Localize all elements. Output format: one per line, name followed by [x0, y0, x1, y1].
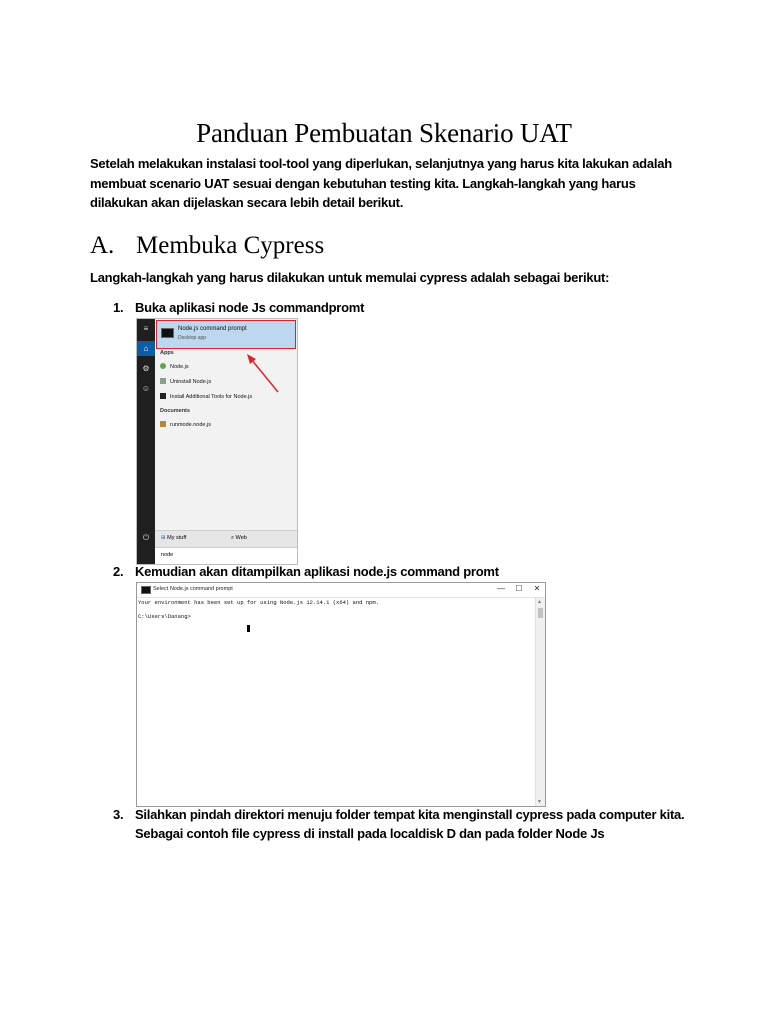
start-menu-screenshot — [136, 318, 298, 565]
document-title: Panduan Pembuatan Skenario UAT — [196, 118, 572, 148]
people-icon: ☺ — [141, 384, 151, 393]
power-icon: ⏻ — [142, 533, 150, 542]
console-prompt: C:\Users\Danang> — [138, 613, 191, 620]
gear-icon: ⚙ — [142, 364, 150, 373]
app-item[interactable]: Uninstall Node.js — [160, 378, 211, 385]
step-number: 2. — [113, 564, 124, 579]
minimize-icon[interactable]: — — [497, 584, 505, 593]
home-icon: ⌂ — [137, 341, 155, 356]
search-icon: ⌕ — [231, 535, 235, 541]
hamburger-icon: ≡ — [143, 324, 149, 333]
window-titlebar — [137, 583, 545, 598]
group-apps: Apps — [160, 350, 174, 356]
scroll-up-icon[interactable]: ▲ — [537, 599, 542, 605]
close-icon[interactable]: ✕ — [533, 584, 541, 593]
intro-paragraph: Setelah melakukan instalasi tool-tool yang diperlukan, selanjutnya yang harus kita lakukan adalah membuat scenario UAT sesuai dengan kebutuhan testing kita. Langkah-langkah yang harus dilakukan akan dijelaskan secara lebih detail berikut. — [90, 156, 672, 210]
section-lead-text: Langkah-langkah yang harus dilakukan untuk memulai cypress adalah sebagai berikut: — [90, 270, 610, 285]
web-button[interactable]: ⌕ Web — [231, 535, 247, 541]
app-item[interactable]: Install Additional Tools for Node.js — [160, 393, 252, 400]
cmd-window-screenshot — [136, 582, 546, 807]
console-line: Your environment has been set up for using Node.js 12.14.1 (x64) and npm. — [138, 599, 379, 606]
cmd-icon — [141, 586, 151, 594]
search-input[interactable]: node — [155, 547, 297, 565]
text-cursor — [247, 625, 250, 632]
console-output[interactable] — [137, 598, 535, 806]
section-title: Membuka Cypress — [136, 232, 325, 259]
section-heading — [90, 232, 324, 260]
app-item[interactable]: Node.js — [160, 363, 189, 370]
document-item[interactable]: runmode.node.js — [160, 421, 211, 428]
step-text: Kemudian akan ditampilkan aplikasi node.js command promt — [135, 564, 499, 579]
my-stuff-button[interactable]: ⊞ My stuff — [161, 535, 187, 541]
step-text: Silahkan pindah direktori menuju folder tempat kita menginstall cypress pada computer kita. — [135, 807, 685, 822]
window-title: Select Node.js command prompt — [153, 586, 233, 592]
scrollbar[interactable] — [535, 598, 545, 806]
step-number: 1. — [113, 300, 124, 315]
group-documents: Documents — [160, 408, 190, 414]
maximize-icon[interactable]: ☐ — [515, 584, 523, 593]
windows-icon: ⊞ — [161, 535, 166, 541]
best-match-sub: Desktop app — [178, 335, 207, 341]
scroll-down-icon[interactable]: ▼ — [537, 799, 542, 805]
step-text: Buka aplikasi node Js commandpromt — [135, 300, 365, 315]
red-arrow — [137, 319, 297, 564]
step-number: 3. — [113, 807, 124, 822]
step-text: Sebagai contoh file cypress di install pada localdisk D dan pada folder Node Js — [135, 826, 605, 841]
section-number: A. — [90, 232, 115, 259]
scroll-thumb[interactable] — [538, 608, 543, 618]
best-match-name: Node.js command prompt — [178, 326, 247, 332]
